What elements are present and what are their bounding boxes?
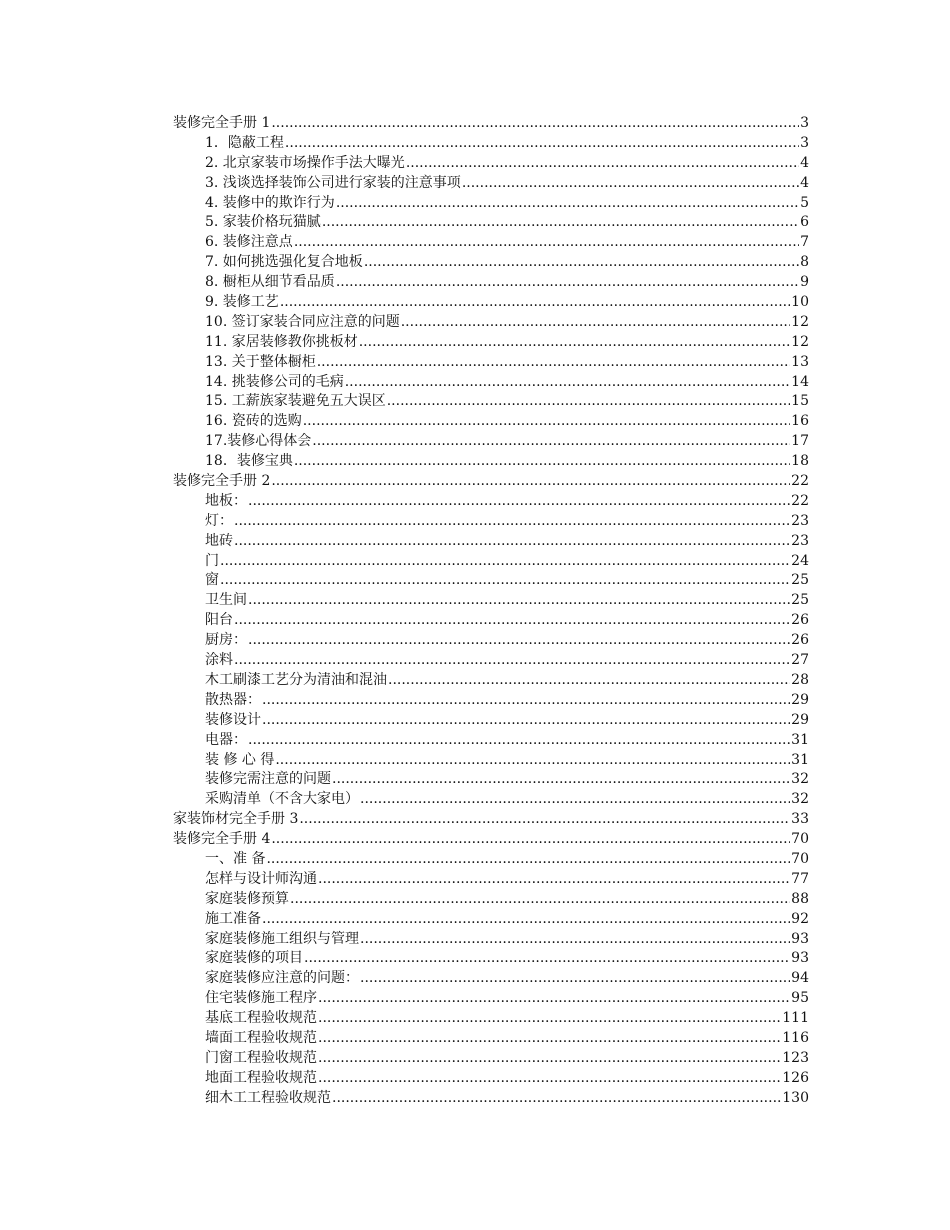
toc-section-entry[interactable] [173, 213, 809, 233]
toc-section-entry[interactable] [173, 910, 809, 930]
toc-dot-leader [322, 213, 799, 233]
toc-entry-title: 家庭装修施工组织与管理 [205, 930, 359, 947]
toc-section-entry[interactable] [173, 930, 809, 950]
toc-entry-title: 装修完全手册 1 [173, 115, 271, 131]
toc-dot-leader [336, 194, 799, 214]
toc-section-entry[interactable] [173, 1009, 809, 1029]
toc-page-number: 33 [791, 811, 809, 828]
toc-section-entry[interactable] [173, 949, 809, 969]
toc-page-number: 123 [782, 1049, 809, 1066]
toc-entry-title: 阳台 [205, 612, 233, 629]
toc-section-entry[interactable] [173, 532, 809, 552]
toc-section-entry[interactable] [173, 233, 809, 253]
toc-dot-leader [360, 930, 790, 950]
toc-dot-leader [317, 353, 790, 373]
toc-page-number: 29 [791, 691, 809, 708]
toc-page-number: 94 [791, 970, 809, 987]
toc-entry-title: 门 [205, 552, 219, 569]
toc-section-entry[interactable] [173, 392, 809, 412]
toc-page-number: 31 [791, 731, 809, 748]
toc-page-number: 5 [800, 194, 809, 211]
toc-entry-title: 10. 签订家装合同应注意的问题 [205, 313, 400, 330]
toc-entry-title: 8. 橱柜从细节看品质 [205, 274, 335, 291]
toc-page-number: 26 [791, 632, 809, 649]
toc-section-entry[interactable] [173, 870, 809, 890]
toc-entry-title: 家庭装修预算 [205, 890, 289, 907]
toc-dot-leader [336, 273, 799, 293]
toc-page-number: 22 [791, 473, 809, 490]
toc-dot-leader [248, 631, 790, 651]
toc-page-number: 27 [791, 652, 809, 669]
toc-page-number: 26 [791, 612, 809, 629]
toc-dot-leader [220, 552, 790, 572]
toc-section-entry[interactable] [173, 313, 809, 333]
toc-page-number: 16 [791, 413, 809, 430]
toc-page-number: 14 [791, 373, 809, 390]
toc-page-number: 25 [791, 572, 809, 589]
toc-dot-leader [262, 691, 790, 711]
toc-dot-leader [332, 1089, 781, 1109]
toc-dot-leader [262, 910, 790, 930]
toc-dot-leader [271, 472, 790, 492]
toc-section-entry[interactable] [173, 373, 809, 393]
toc-entry-title: 基底工程验收规范 [205, 1010, 317, 1027]
toc-dot-leader [234, 532, 790, 552]
toc-entry-title: 13. 关于整体橱柜 [205, 353, 316, 370]
toc-entry-title: 1．隐蔽工程 [205, 134, 284, 151]
toc-dot-leader [271, 830, 790, 850]
toc-entry-title: 地面工程验收规范 [205, 1069, 317, 1086]
toc-entry-title: 地板： [205, 492, 247, 509]
toc-section-entry[interactable] [173, 770, 809, 790]
toc-entry-title: 一、准 备 [205, 850, 266, 867]
toc-entry-title: 装修完全手册 2 [173, 473, 271, 490]
toc-dot-leader [401, 313, 790, 333]
toc-entry-title: 18．装修宝典 [205, 453, 293, 470]
toc-section-entry[interactable] [173, 1029, 809, 1049]
toc-section-entry[interactable] [173, 711, 809, 731]
toc-dot-leader [360, 969, 790, 989]
toc-section-entry[interactable] [173, 591, 809, 611]
toc-section-entry[interactable] [173, 651, 809, 671]
toc-dot-leader [318, 870, 790, 890]
toc-entry-title: 家庭装修的项目 [205, 950, 303, 967]
toc-dot-leader [303, 412, 790, 432]
toc-section-entry[interactable] [173, 432, 809, 452]
toc-entry-title: 门窗工程验收规范 [205, 1049, 317, 1066]
toc-section-entry[interactable] [173, 731, 809, 751]
toc-page-number: 4 [800, 154, 809, 171]
toc-entry-title: 窗 [205, 572, 219, 589]
toc-page-number: 3 [800, 134, 809, 151]
toc-entry-title: 7. 如何挑选强化复合地板 [205, 254, 363, 271]
toc-page-number: 23 [791, 532, 809, 549]
toc-entry-title: 住宅装修施工程序 [205, 990, 317, 1007]
toc-page-number: 24 [791, 552, 809, 569]
toc-dot-leader [220, 571, 790, 591]
toc-entry-title: 地砖 [205, 532, 233, 549]
toc-dot-leader [387, 392, 790, 412]
toc-dot-leader [271, 114, 799, 134]
toc-page-number: 32 [791, 771, 809, 788]
toc-entry-title: 2. 北京家装市场操作手法大曝光 [205, 154, 405, 171]
toc-page-number: 70 [791, 831, 809, 848]
toc-entry-title: 17.装修心得体会 [205, 433, 312, 450]
toc-page-number: 9 [800, 274, 809, 291]
toc-dot-leader [345, 373, 790, 393]
toc-section-entry[interactable] [173, 492, 809, 512]
toc-section-entry[interactable] [173, 691, 809, 711]
toc-dot-leader [234, 611, 790, 631]
toc-entry-title: 装 修 心 得 [205, 751, 275, 768]
toc-dot-leader [318, 1009, 781, 1029]
toc-page-number: 6 [800, 214, 809, 231]
toc-entry-title: 3. 浅谈选择装饰公司进行家装的注意事项 [205, 174, 461, 191]
toc-dot-leader [275, 751, 790, 771]
toc-page-number: 31 [791, 751, 809, 768]
toc-entry-title: 装修完全手册 4 [173, 831, 271, 848]
toc-entry-title: 装修完需注意的问题 [205, 771, 331, 788]
toc-dot-leader [332, 770, 790, 790]
toc-page-number: 88 [791, 890, 809, 907]
toc-dot-leader [266, 850, 790, 870]
toc-section-entry[interactable] [173, 1089, 809, 1109]
toc-entry-title: 墙面工程验收规范 [205, 1029, 317, 1046]
toc-entry-title: 电器： [205, 731, 247, 748]
toc-entry-title: 采购清单（不含大家电） [205, 791, 359, 808]
toc-dot-leader [280, 293, 790, 313]
toc-entry-title: 木工刷漆工艺分为清油和混油 [205, 671, 387, 688]
toc-dot-leader [262, 711, 790, 731]
toc-dot-leader [248, 731, 790, 751]
toc-entry-title: 装修设计 [205, 711, 261, 728]
toc-dot-leader [234, 651, 790, 671]
toc-dot-leader [290, 890, 790, 910]
toc-page-number: 23 [791, 512, 809, 529]
toc-dot-leader [318, 1069, 781, 1089]
toc-section-entry[interactable] [173, 134, 809, 154]
toc-page-number: 10 [791, 294, 809, 311]
toc-section-entry[interactable] [173, 194, 809, 214]
toc-dot-leader [318, 1029, 781, 1049]
toc-dot-leader [294, 452, 790, 472]
table-of-contents [173, 114, 809, 1109]
toc-page-number: 92 [791, 910, 809, 927]
toc-page-number: 12 [791, 313, 809, 330]
toc-dot-leader [462, 174, 799, 194]
toc-entry-title: 细木工工程验收规范 [205, 1089, 331, 1106]
toc-section-entry[interactable] [173, 273, 809, 293]
toc-section-entry[interactable] [173, 989, 809, 1009]
toc-dot-leader [285, 134, 799, 154]
toc-chapter-entry[interactable] [173, 810, 809, 830]
toc-page-number: 17 [791, 433, 809, 450]
toc-entry-title: 15. 工薪族家装避免五大误区 [205, 393, 386, 410]
toc-entry-title: 11. 家居装修教你挑板材 [205, 333, 358, 350]
toc-section-entry[interactable] [173, 552, 809, 572]
toc-page-number: 12 [791, 333, 809, 350]
toc-entry-title: 家庭装修应注意的问题： [205, 970, 359, 987]
toc-section-entry[interactable] [173, 1069, 809, 1089]
toc-dot-leader [248, 492, 790, 512]
toc-page-number: 8 [800, 254, 809, 271]
toc-page-number: 130 [782, 1089, 809, 1106]
toc-entry-title: 施工准备 [205, 910, 261, 927]
toc-page-number: 29 [791, 711, 809, 728]
toc-entry-title: 4. 装修中的欺诈行为 [205, 194, 335, 211]
toc-entry-title: 卫生间 [205, 592, 247, 609]
toc-section-entry[interactable] [173, 412, 809, 432]
toc-entry-title: 14. 挑装修公司的毛病 [205, 373, 344, 390]
toc-dot-leader [364, 253, 799, 273]
toc-entry-title: 散热器： [205, 691, 261, 708]
toc-dot-leader [388, 671, 790, 691]
toc-page-number: 15 [791, 393, 809, 410]
toc-page-number: 116 [782, 1029, 809, 1046]
toc-section-entry[interactable] [173, 174, 809, 194]
toc-dot-leader [318, 1049, 781, 1069]
toc-section-entry[interactable] [173, 790, 809, 810]
toc-section-entry[interactable] [173, 611, 809, 631]
toc-section-entry[interactable] [173, 969, 809, 989]
toc-dot-leader [318, 989, 790, 1009]
toc-chapter-entry[interactable] [173, 472, 809, 492]
toc-section-entry[interactable] [173, 512, 809, 532]
toc-dot-leader [248, 591, 790, 611]
toc-dot-leader [304, 949, 790, 969]
toc-section-entry[interactable] [173, 631, 809, 651]
toc-section-entry[interactable] [173, 353, 809, 373]
toc-page-number: 70 [791, 850, 809, 867]
toc-dot-leader [312, 432, 790, 452]
toc-section-entry[interactable] [173, 751, 809, 771]
toc-entry-title: 涂料 [205, 652, 233, 669]
toc-chapter-entry[interactable] [173, 114, 809, 134]
toc-entry-title: 怎样与设计师沟通 [205, 870, 317, 887]
toc-page-number: 77 [791, 870, 809, 887]
toc-section-entry[interactable] [173, 571, 809, 591]
toc-entry-title: 厨房： [205, 632, 247, 649]
toc-page-number: 13 [791, 353, 809, 370]
toc-section-entry[interactable] [173, 890, 809, 910]
toc-page-number: 3 [800, 115, 809, 131]
toc-entry-title: 灯： [205, 512, 233, 529]
toc-page-number: 93 [791, 930, 809, 947]
toc-section-entry[interactable] [173, 253, 809, 273]
toc-dot-leader [299, 810, 790, 830]
toc-section-entry[interactable] [173, 850, 809, 870]
toc-chapter-entry[interactable] [173, 830, 809, 850]
toc-dot-leader [360, 790, 790, 810]
toc-dot-leader [406, 154, 799, 174]
toc-section-entry[interactable] [173, 1049, 809, 1069]
toc-dot-leader [234, 512, 790, 532]
toc-page-number: 18 [791, 453, 809, 470]
toc-page-number: 126 [782, 1069, 809, 1086]
toc-page-number: 32 [791, 791, 809, 808]
toc-section-entry[interactable] [173, 452, 809, 472]
toc-page-number: 7 [800, 234, 809, 251]
toc-page-number: 95 [791, 990, 809, 1007]
toc-section-entry[interactable] [173, 154, 809, 174]
toc-dot-leader [294, 233, 799, 253]
toc-entry-title: 9. 装修工艺 [205, 294, 279, 311]
toc-section-entry[interactable] [173, 671, 809, 691]
toc-page-number: 22 [791, 492, 809, 509]
toc-page-number: 4 [800, 174, 809, 191]
toc-page-number: 28 [791, 671, 809, 688]
toc-dot-leader [359, 333, 790, 353]
toc-page-number: 111 [782, 1010, 809, 1027]
toc-page-number: 25 [791, 592, 809, 609]
toc-entry-title: 16. 瓷砖的选购 [205, 413, 302, 430]
toc-entry-title: 6. 装修注意点 [205, 234, 293, 251]
toc-section-entry[interactable] [173, 333, 809, 353]
toc-entry-title: 家装饰材完全手册 3 [173, 811, 299, 828]
toc-section-entry[interactable] [173, 293, 809, 313]
toc-entry-title: 5. 家装价格玩猫腻 [205, 214, 321, 231]
toc-page-number: 93 [791, 950, 809, 967]
